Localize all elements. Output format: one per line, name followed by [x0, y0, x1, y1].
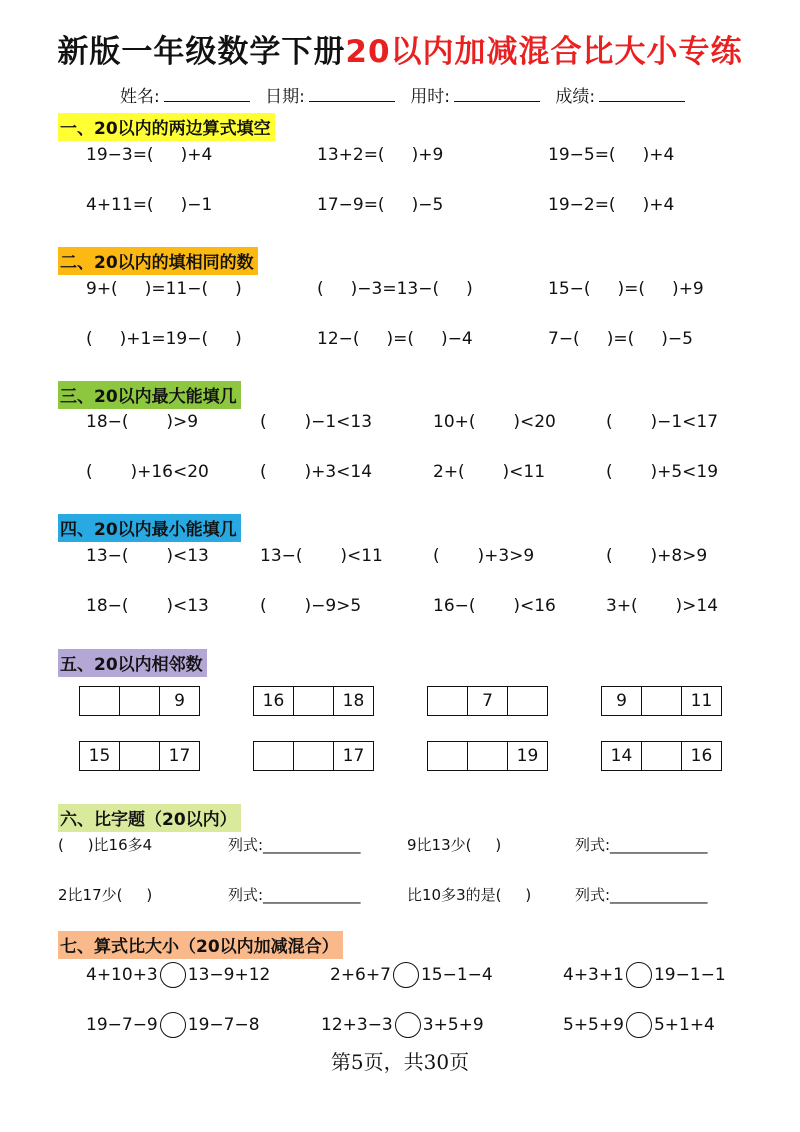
s6-question: 9比13少( ): [407, 836, 502, 854]
number-box[interactable]: [428, 742, 468, 770]
section-6-title: 六、比字题（20以内）: [58, 804, 241, 832]
number-box[interactable]: [120, 742, 160, 770]
number-box[interactable]: [294, 742, 334, 770]
s3-question: ( )−1<13: [260, 412, 373, 432]
s3-question: ( )+16<20: [86, 462, 209, 482]
right-expression: 15−1−4: [420, 965, 493, 985]
s1-question: 4+11=( )−1: [86, 195, 213, 215]
neighbor-number-boxes: [79, 686, 200, 716]
s3-question: 2+( )<11: [433, 462, 546, 482]
right-expression: 5+1+4: [653, 1015, 715, 1035]
number-box[interactable]: 9: [602, 687, 642, 715]
s7-comparison: [321, 1012, 484, 1038]
s7-comparison: [563, 962, 726, 988]
time-field[interactable]: [454, 87, 540, 102]
section-2-title: 二、20以内的填相同的数: [58, 247, 258, 275]
s6-question: 比10多3的是( ): [407, 886, 532, 904]
s3-question: ( )+5<19: [606, 462, 719, 482]
number-box[interactable]: 15: [80, 742, 120, 770]
s7-comparison: [330, 962, 493, 988]
neighbor-number-boxes: [79, 741, 200, 771]
date-label: 日期:: [265, 87, 305, 107]
compare-circle[interactable]: [626, 962, 652, 988]
number-box[interactable]: [642, 742, 682, 770]
number-box[interactable]: 18: [342, 691, 365, 711]
number-box[interactable]: 9: [174, 691, 185, 711]
left-expression: 5+5+9: [563, 1015, 624, 1035]
s6-question: 2比17少( ): [58, 886, 153, 904]
s2-question: 15−( )=( )+9: [548, 279, 704, 299]
neighbor-number-boxes: [601, 686, 722, 716]
number-box[interactable]: [428, 687, 468, 715]
left-expression: 4+3+1: [563, 965, 624, 985]
page-title: [0, 26, 800, 71]
s4-question: 13−( )<11: [260, 546, 383, 566]
s2-question: 7−( )=( )−5: [548, 329, 693, 349]
number-box[interactable]: [642, 687, 682, 715]
s4-question: 18−( )<13: [86, 596, 209, 616]
score-label: 成绩:: [555, 87, 596, 107]
s1-question: 19−2=( )+4: [548, 195, 675, 215]
number-box[interactable]: [120, 687, 160, 715]
compare-circle[interactable]: [393, 962, 419, 988]
right-expression: 19−1−1: [653, 965, 726, 985]
s1-question: 13+2=( )+9: [317, 145, 444, 165]
page-number: 第5页，共30页: [330, 1050, 470, 1074]
s4-question: ( )+8>9: [606, 546, 708, 566]
student-info: [120, 82, 695, 107]
neighbor-number-boxes: [427, 741, 548, 771]
s1-question: 17−9=( )−5: [317, 195, 444, 215]
s2-question: 9+( )=11−( ): [86, 279, 242, 299]
s6-equation-line[interactable]: 列式:_____________: [228, 836, 361, 854]
number-box[interactable]: 11: [690, 691, 713, 711]
s3-question: 18−( )>9: [86, 412, 199, 432]
right-expression: 13−9+12: [187, 965, 271, 985]
compare-circle[interactable]: [160, 1012, 186, 1038]
s3-question: 10+( )<20: [433, 412, 556, 432]
s4-question: ( )+3>9: [433, 546, 535, 566]
number-box[interactable]: [80, 687, 120, 715]
s4-question: 13−( )<13: [86, 546, 209, 566]
s4-question: 3+( )>14: [606, 596, 719, 616]
s4-question: ( )−9>5: [260, 596, 362, 616]
section-4-title: 四、20以内最小能填几: [58, 514, 241, 542]
compare-circle[interactable]: [160, 962, 186, 988]
date-field[interactable]: [309, 87, 395, 102]
number-box[interactable]: [254, 742, 294, 770]
title-part-1: 新版一年级数学下册: [57, 34, 346, 70]
left-expression: 4+10+3: [86, 965, 158, 985]
number-box[interactable]: 17: [168, 746, 191, 766]
number-box[interactable]: 16: [254, 687, 294, 715]
s1-question: 19−5=( )+4: [548, 145, 675, 165]
neighbor-number-boxes: [601, 741, 722, 771]
section-7-title: 七、算式比大小（20以内加减混合）: [58, 931, 343, 959]
right-expression: 3+5+9: [422, 1015, 484, 1035]
number-box[interactable]: 7: [468, 687, 508, 715]
s4-question: 16−( )<16: [433, 596, 556, 616]
number-box[interactable]: [508, 687, 547, 715]
s1-question: 19−3=( )+4: [86, 145, 213, 165]
s7-comparison: [86, 1012, 260, 1038]
s6-equation-line[interactable]: 列式:_____________: [575, 886, 708, 904]
section-5-title: 五、20以内相邻数: [58, 649, 207, 677]
left-expression: 12+3−3: [321, 1015, 393, 1035]
s3-question: ( )−1<17: [606, 412, 719, 432]
s6-equation-line[interactable]: 列式:_____________: [228, 886, 361, 904]
neighbor-number-boxes: [253, 686, 374, 716]
s2-question: ( )+1=19−( ): [86, 329, 242, 349]
name-label: 姓名:: [120, 87, 160, 107]
compare-circle[interactable]: [626, 1012, 652, 1038]
s7-comparison: [563, 1012, 715, 1038]
name-field[interactable]: [164, 87, 250, 102]
section-3-title: 三、20以内最大能填几: [58, 381, 241, 409]
title-part-2: 20以内加减混合比大小专练: [345, 34, 743, 70]
neighbor-number-boxes: [253, 741, 374, 771]
s2-question: 12−( )=( )−4: [317, 329, 473, 349]
s6-equation-line[interactable]: 列式:_____________: [575, 836, 708, 854]
section-1-title: 一、20以内的两边算式填空: [58, 113, 275, 141]
time-label: 用时:: [410, 87, 451, 107]
score-field[interactable]: [599, 87, 685, 102]
s2-question: ( )−3=13−( ): [317, 279, 473, 299]
number-box[interactable]: [294, 687, 334, 715]
number-box[interactable]: 14: [602, 742, 642, 770]
left-expression: 19−7−9: [86, 1015, 158, 1035]
s6-question: ( )比16多4: [58, 836, 153, 854]
s7-comparison: [86, 962, 270, 988]
number-box[interactable]: 16: [690, 746, 713, 766]
compare-circle[interactable]: [395, 1012, 421, 1038]
number-box[interactable]: [468, 742, 508, 770]
right-expression: 19−7−8: [187, 1015, 260, 1035]
left-expression: 2+6+7: [330, 965, 391, 985]
number-box[interactable]: 17: [342, 746, 365, 766]
neighbor-number-boxes: [427, 686, 548, 716]
s3-question: ( )+3<14: [260, 462, 373, 482]
number-box[interactable]: 19: [516, 746, 539, 766]
